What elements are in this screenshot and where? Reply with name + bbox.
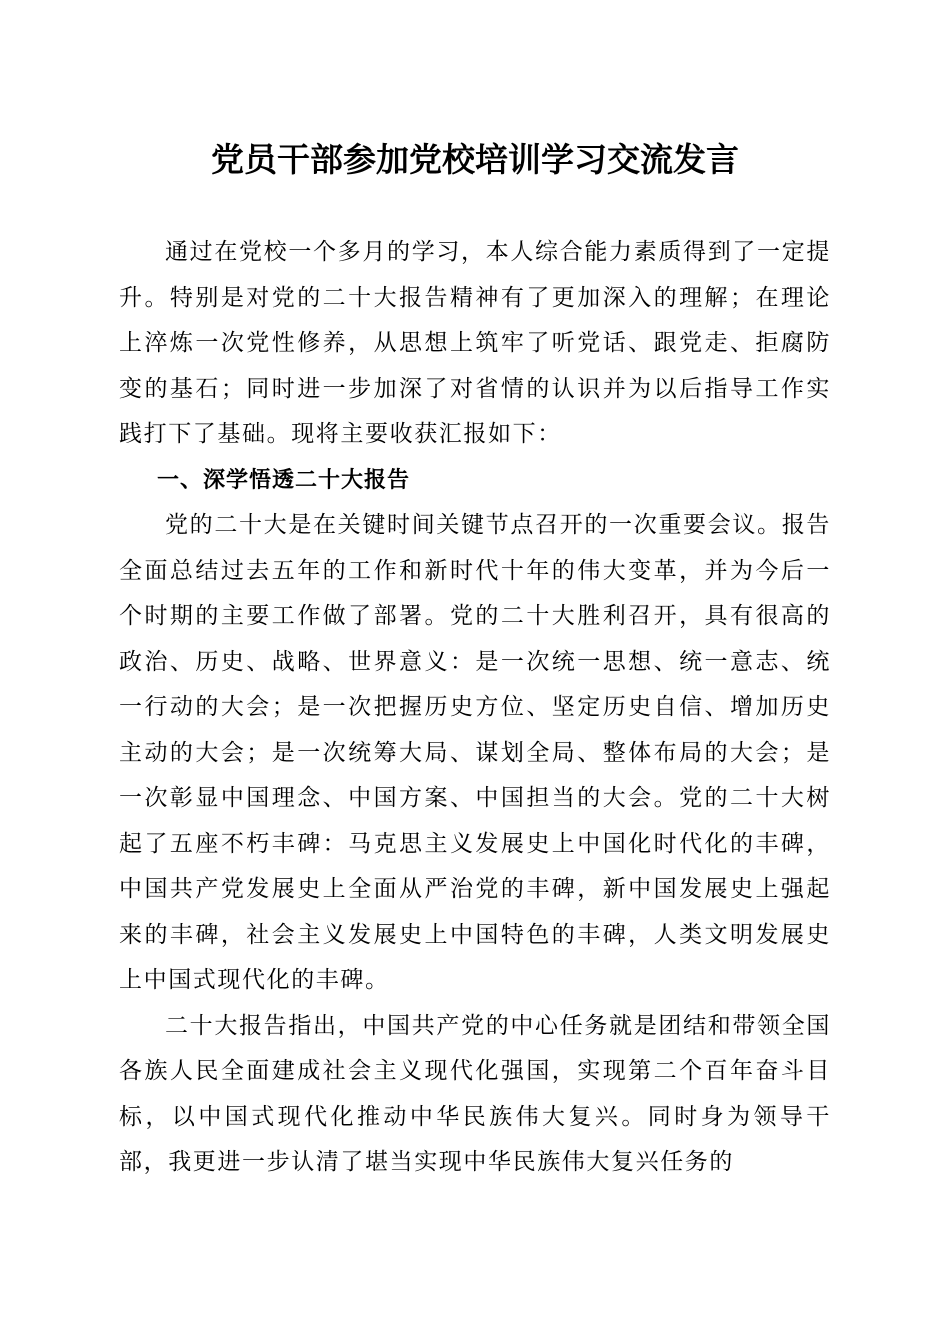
section-paragraph: 党的二十大是在关键时间关键节点召开的一次重要会议。报告全面总结过去五年的工作和新时代十年的伟大变革，并为今后一个时期的主要工作做了部署。党的二十大胜利召开，具有很高的政治、历史、战略、世界意义：是一次统一思想、统一意志、统一行动的大会；是一次把握历史方位、坚定历史自信、增加历史主动的大会；是一次统筹大局、谋划全局、整体布局的大会；是一次彰显中国理念、中国方案、中国担当的大会。党的二十大树起了五座不朽丰碑：马克思主义发展史上中国化时代化的丰碑，中国共产党发展史上全面从严治党的丰碑，新中国发展史上强起来的丰碑，社会主义发展史上中国特色的丰碑，人类文明发展史上中国式现代化的丰碑。 (119, 512, 831, 993)
intro-paragraph: 通过在党校一个多月的学习，本人综合能力素质得到了一定提升。特别是对党的二十大报告精神有了更加深入的理解；在理论上淬炼一次党性修养，从思想上筑牢了听党话、跟党走、拒腐防变的基石；同时进一步加深了对省情的认识并为以后指导工作实践打下了基础。现将主要收获汇报如下： (119, 239, 831, 447)
document-title: 党员干部参加党校培训学习交流发言 (211, 140, 739, 179)
section-heading: 一、深学悟透二十大报告 (157, 467, 411, 493)
document-body (119, 230, 831, 1186)
section-paragraph: 二十大报告指出，中国共产党的中心任务就是团结和带领全国各族人民全面建成社会主义现代化强国，实现第二个百年奋斗目标，以中国式现代化推动中华民族伟大复兴。同时身为领导干部，我更进一步认清了堪当实现中华民族伟大复兴任务的 (119, 1012, 831, 1175)
